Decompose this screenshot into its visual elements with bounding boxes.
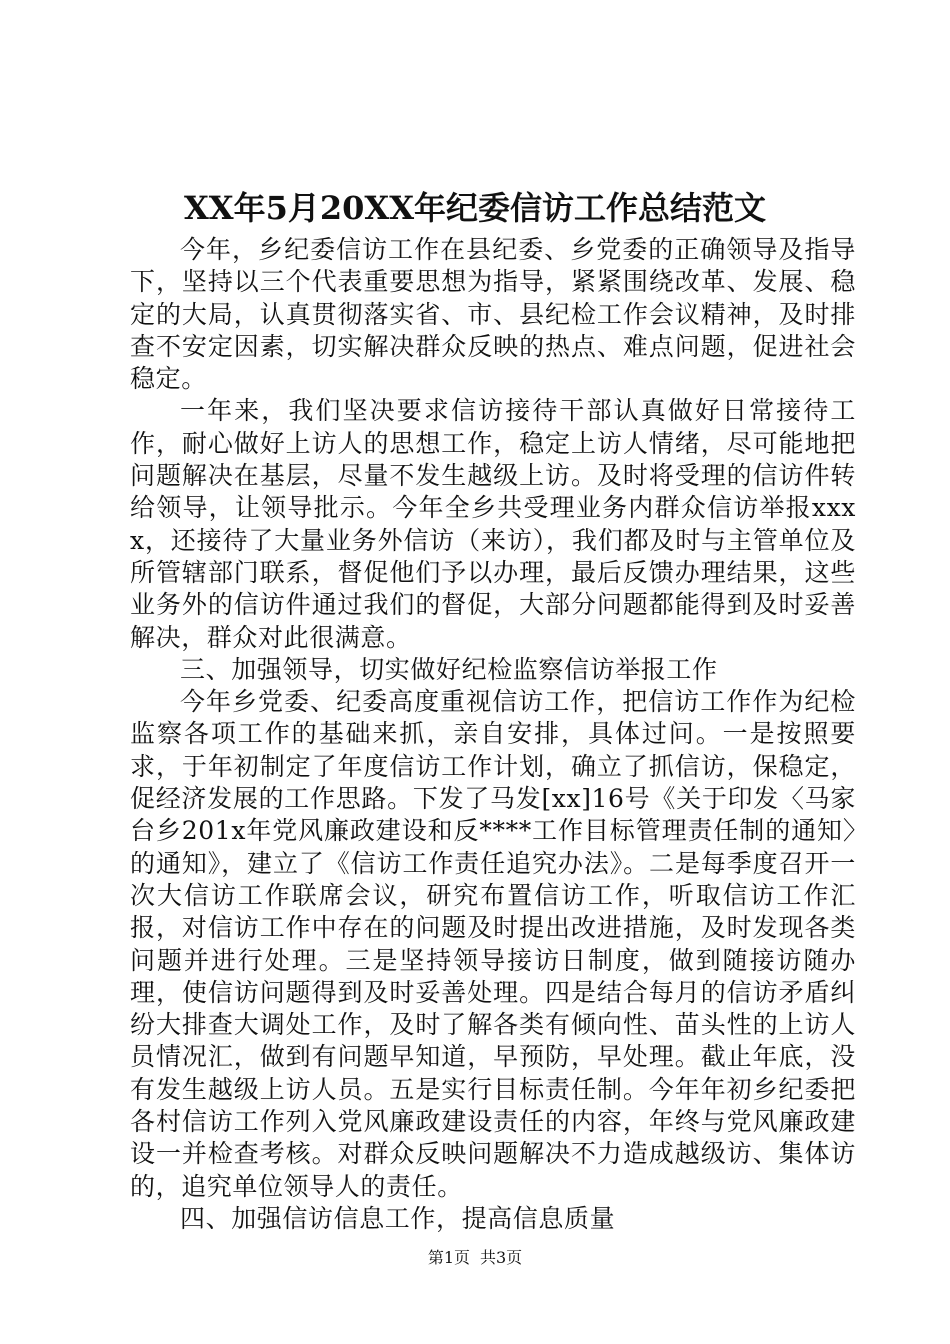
document-body (130, 234, 856, 1235)
page-total: 共3页 (480, 1248, 523, 1267)
document-title: XX年5月20XX年纪委信访工作总结范文 (183, 189, 767, 227)
section-heading-three: 三、加强领导，切实做好纪检监察信访举报工作 (180, 654, 718, 684)
paragraph-leadership: 今年乡党委、纪委高度重视信访工作，把信访工作作为纪检监察各项工作的基础来抓，亲自安排，具体过问。一是按照要求，于年初制定了年度信访工作计划，确立了抓信访，保稳定，促经济发展的工作思路。下发了马发[xx]16号《关于印发〈马家台乡201x年党风廉政建设和反****工作目标管理责任制的通知〉的通知》，建立了《信访工作责任追究办法》。二是每季度召开一次大信访工作联席会议，研究布置信访工作，听取信访工作汇报，对信访工作中存在的问题及时提出改进措施，及时发现各类问题并进行处理。三是坚持领导接访日制度，做到随接访随办理，使信访问题得到及时妥善处理。四是结合每月的信访矛盾纠纷大排查大调处工作，及时了解各类有倾向性、苗头性的上访人员情况汇，做到有问题早知道，早预防，早处理。截止年底，没有发生越级上访人员。五是实行目标责任制。今年年初乡纪委把各村信访工作列入党风廉政建设责任的内容，年终与党风廉政建设一并检查考核。对群众反映问题解决不力造成越级访、集体访的，追究单位领导人的责任。 (130, 687, 856, 1201)
page-footer (0, 1247, 950, 1269)
page-number: 第1页 (427, 1248, 470, 1267)
section-heading-four: 四、加强信访信息工作，提高信息质量 (180, 1203, 616, 1233)
paragraph-intro: 今年，乡纪委信访工作在县纪委、乡党委的正确领导及指导下，坚持以三个代表重要思想为指导，紧紧围绕改革、发展、稳定的大局，认真贯彻落实省、市、县纪检工作会议精神，及时排查不安定因素，切实解决群众反映的热点、难点问题，促进社会稳定。 (130, 235, 856, 394)
paragraph-reception-work: 一年来，我们坚决要求信访接待干部认真做好日常接待工作，耐心做好上访人的思想工作，稳定上访人情绪，尽可能地把问题解决在基层，尽量不发生越级上访。及时将受理的信访件转给领导，让领导批示。今年全乡共受理业务内群众信访举报xxxx，还接待了大量业务外信访（来访），我们都及时与主管单位及所管辖部门联系，督促他们予以办理，最后反馈办理结果，这些业务外的信访件通过我们的督促，大部分问题都能得到及时妥善解决，群众对此很满意。 (130, 396, 856, 652)
